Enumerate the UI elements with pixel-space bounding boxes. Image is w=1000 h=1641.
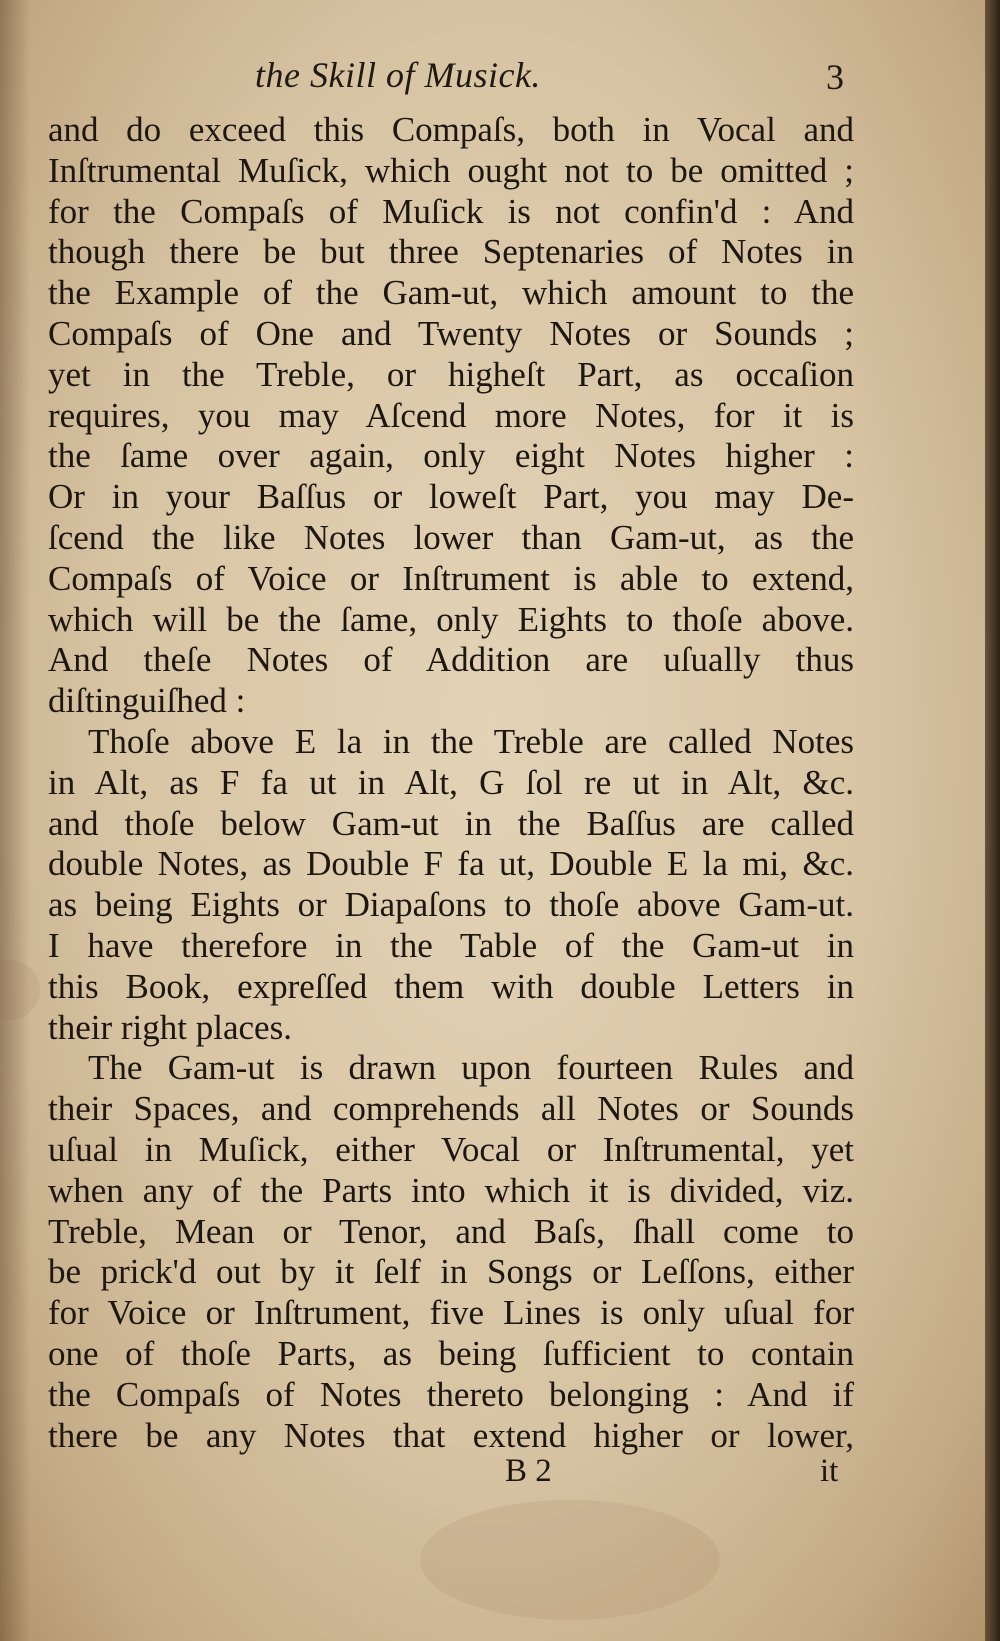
text-line: for the Compaſs of Muſick is not confin'd : And [48,191,854,231]
text-line: and thoſe below Gam-ut in the Baſſus are called [48,803,854,843]
text-line: Compaſs of One and Twenty Notes or Sounds ; [48,313,854,353]
text-line: their Spaces, and comprehends all Notes or Sounds [48,1089,854,1129]
page-stain [420,1500,720,1620]
text-line: ſcend the like Notes lower than Gam-ut, as the [48,517,854,557]
text-line: uſual in Muſick, either Vocal or Inſtrumental, yet [48,1129,854,1169]
text-line: be prick'd out by it ſelf in Songs or Leſſons, either [48,1252,854,1292]
text-line: Inſtrumental Muſick, which ought not to be omitted ; [48,150,854,190]
text-line: Or in your Baſſus or loweſt Part, you may De- [48,477,854,517]
text-line: I have therefore in the Table of the Gam-ut in [48,925,854,965]
text-line: for Voice or Inſtrument, five Lines is only uſual for [48,1293,854,1333]
text-line: yet in the Treble, or higheſt Part, as occaſion [48,354,854,394]
text-line: diſtinguiſhed : [48,681,246,721]
text-line: the ſame over again, only eight Notes higher : [48,436,854,476]
page-number: 3 [826,57,844,97]
page-stain [0,960,40,1020]
text-line: as being Eights or Diapaſons to thoſe above Gam-ut. [48,885,854,925]
text-line: when any of the Parts into which it is divided, viz. [48,1170,854,1210]
text-line: and do exceed this Compaſs, both in Vocal and [48,110,854,149]
text-line: Compaſs of Voice or Inſtrument is able to extend, [48,558,854,598]
gutter-shadow [0,0,30,1641]
text-line: And theſe Notes of Addition are uſually thus [48,640,854,680]
text-line: Thoſe above E la in the Treble are called Notes [88,721,854,761]
text-line: their right places. [48,1007,292,1047]
text-line: this Book, expreſſed them with double Letters in [48,966,854,1006]
page-edge [985,0,1000,1641]
page-header [0,50,985,110]
text-line: one of thoſe Parts, as being ſufficient to contain [48,1333,854,1373]
body-text [48,110,854,1456]
page-footer [0,1453,985,1499]
running-head: the Skill of Musick. [255,55,541,95]
signature-mark: B 2 [505,1453,552,1489]
text-line: requires, you may Aſcend more Notes, for it is [48,395,854,435]
text-line: in Alt, as F fa ut in Alt, G ſol re ut in Alt, &c. [48,762,854,802]
catchword: it [820,1453,839,1489]
text-line: the Example of the Gam-ut, which amount to the [48,273,854,313]
text-line: there be any Notes that extend higher or lower, [48,1415,854,1455]
text-line: which will be the ſame, only Eights to thoſe above. [48,599,854,639]
text-line: double Notes, as Double F fa ut, Double E la mi, &c. [48,844,854,884]
text-line: The Gam-ut is drawn upon fourteen Rules and [88,1048,854,1088]
text-line: though there be but three Septenaries of Notes in [48,232,854,272]
text-line: Treble, Mean or Tenor, and Baſs, ſhall come to [48,1211,854,1251]
text-line: the Compaſs of Notes thereto belonging : And if [48,1374,854,1414]
